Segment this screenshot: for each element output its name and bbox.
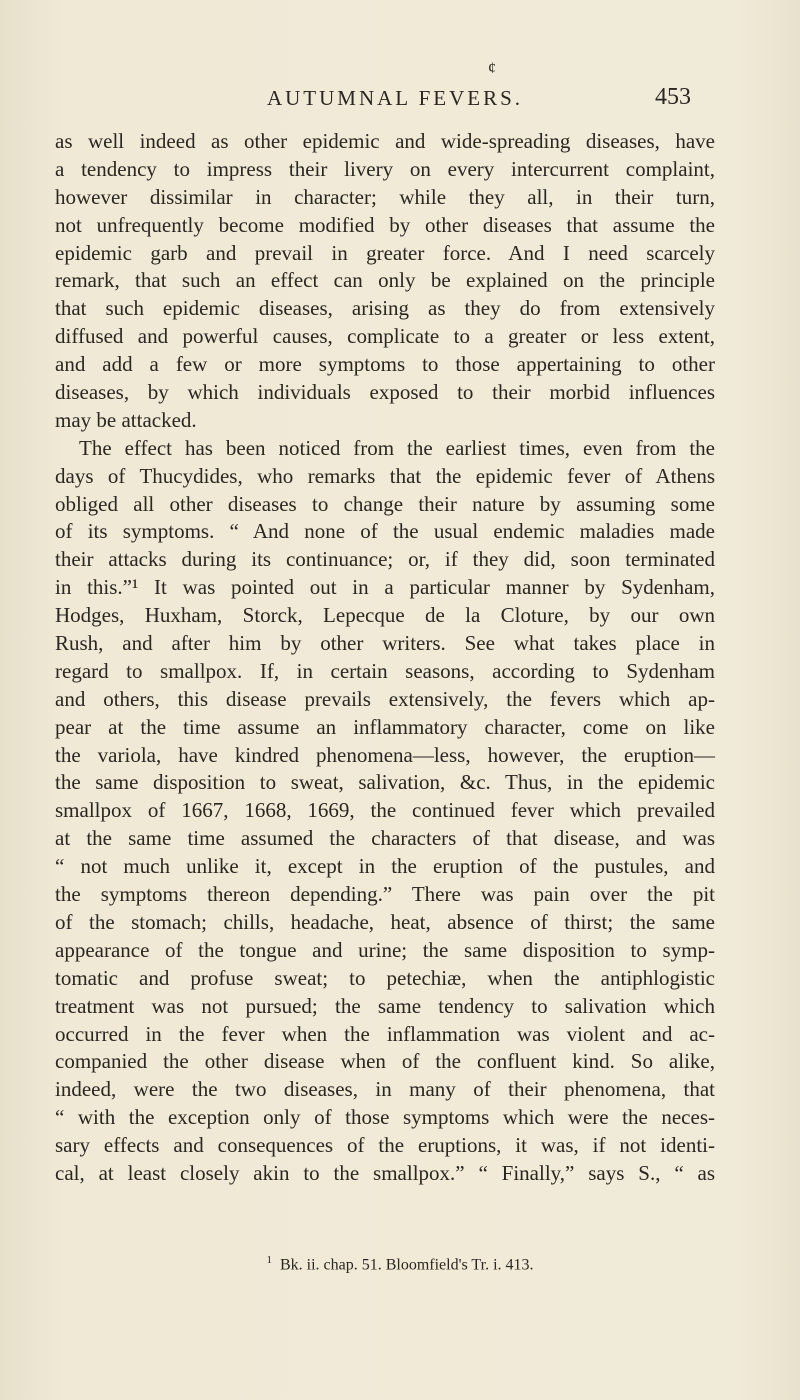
text-line: occurred in the fever when the inflammation was violent and ac- <box>55 1021 715 1046</box>
text-line: obliged all other diseases to change their nature by assuming some <box>55 491 715 516</box>
text-line: smallpox of 1667, 1668, 1669, the continued fever which prevailed <box>55 798 715 823</box>
text-line: a tendency to impress their livery on every intercurrent complaint, <box>55 156 715 181</box>
text-line: the same disposition to sweat, salivation, &c. Thus, in the epidemic <box>55 770 715 795</box>
text-line: diseases, by which individuals exposed to their morbid influences <box>55 380 715 405</box>
text-line: that such epidemic diseases, arising as they do from extensively <box>55 296 715 321</box>
text-line: indeed, were the two diseases, in many of their phenomena, that <box>55 1077 715 1102</box>
paragraph-start-line: The effect has been noticed from the earliest times, even from the <box>79 435 715 460</box>
text-line: as well indeed as other epidemic and wide-spreading diseases, have <box>55 129 715 153</box>
text-line: may be attacked. <box>55 407 197 432</box>
text-line: the symptoms thereon depending.” There was pain over the pit <box>55 882 715 907</box>
footnote <box>0 1254 800 1274</box>
text-line: pear at the time assume an inflammatory character, come on like <box>55 714 715 739</box>
text-line: their attacks during its continuance; or, if they did, soon terminated <box>55 547 715 572</box>
text-line: at the same time assumed the characters of that disease, and was <box>55 826 715 851</box>
text-line: the variola, have kindred phenomena—less, however, the eruption— <box>55 742 715 767</box>
text-line: diffused and powerful causes, complicate to a greater or less extent, <box>55 324 715 349</box>
text-line: epidemic garb and prevail in greater force. And I need scarcely <box>55 240 715 265</box>
text-line: Hodges, Huxham, Storck, Lepecque de la Cloture, by our own <box>55 603 715 628</box>
text-line: and others, this disease prevails extensively, the fevers which ap- <box>55 686 715 711</box>
page-number: 453 <box>655 84 691 110</box>
text-line: cal, at least closely akin to the smallpox.” “ Finally,” says S., “ as <box>55 1160 715 1185</box>
text-line: of the stomach; chills, headache, heat, absence of thirst; the same <box>55 909 715 934</box>
text-line: however dissimilar in character; while they all, in their turn, <box>55 184 715 209</box>
text-line: “ not much unlike it, except in the eruption of the pustules, and <box>55 854 715 879</box>
text-line: of its symptoms. “ And none of the usual endemic maladies made <box>55 519 715 544</box>
body-text <box>55 128 715 1188</box>
text-line: days of Thucydides, who remarks that the epidemic fever of Athens <box>55 463 715 488</box>
page-header <box>95 82 695 116</box>
text-line: appearance of the tongue and urine; the same disposition to symp- <box>55 937 715 962</box>
text-line: “ with the exception only of those symptoms which were the neces- <box>55 1105 715 1130</box>
printer-mark: ¢ <box>488 60 496 77</box>
footnote-text: Bk. ii. chap. 51. Bloomfield's Tr. i. 413. <box>279 1256 534 1274</box>
text-line: regard to smallpox. If, in certain seasons, according to Sydenham <box>55 658 715 683</box>
text-line: in this.”¹ It was pointed out in a particular manner by Sydenham, <box>55 575 715 600</box>
running-title: AUTUMNAL FEVERS. <box>266 86 524 110</box>
text-line: tomatic and profuse sweat; to petechiæ, when the antiphlogistic <box>55 965 715 990</box>
text-line: not unfrequently become modified by other diseases that assume the <box>55 212 715 237</box>
text-line: sary effects and consequences of the eruptions, it was, if not identi- <box>55 1133 715 1158</box>
text-line: treatment was not pursued; the same tendency to salivation which <box>55 993 715 1018</box>
text-line: companied the other disease when of the confluent kind. So alike, <box>55 1049 715 1074</box>
footnote-mark: 1 <box>266 1254 272 1266</box>
text-line: Rush, and after him by other writers. See what takes place in <box>55 631 715 656</box>
text-line: remark, that such an effect can only be explained on the principle <box>55 268 715 293</box>
text-line: and add a few or more symptoms to those appertaining to other <box>55 352 715 377</box>
